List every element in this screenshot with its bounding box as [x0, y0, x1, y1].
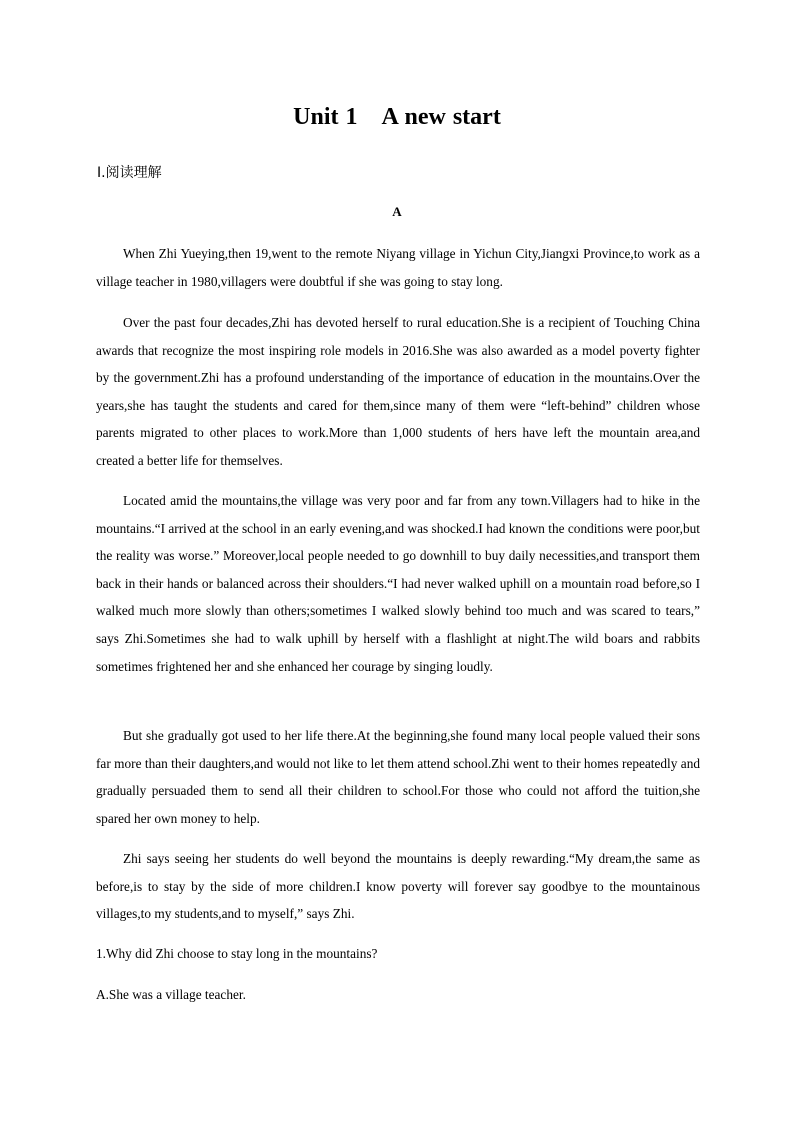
passage-paragraph-3: Located amid the mountains,the village was very poor and far from any town.Villagers had to hike in the mountains.“I arrived at the school in an early evening,and was shocked.I had known the conditions were poor,but the reality was worse.” Moreover,local people needed to go downhill to buy daily necessities,and transport them back in their hands or balanced across their shoulders.“I had never walked uphill on a mountain road before,so I walked much more slowly than others;sometimes I walked slowly behind too much and was scared to tears,” says Zhi.Sometimes she had to walk uphill by herself with a flashlight at night.The wild boars and rabbits sometimes frightened her and she enhanced her courage by singing loudly.: [96, 493, 700, 674]
unit-topic: A new start: [381, 104, 501, 130]
section-heading: Ⅰ.阅读理解: [97, 165, 162, 181]
passage-label: A: [392, 204, 402, 219]
passage-paragraph-2: Over the past four decades,Zhi has devoted herself to rural education.She is a recipient of Touching China awards that recognize the most inspiring role models in 2016.She was also awarded as a model poverty fighter by the government.Zhi has a profound understanding of the importance of education in the mountains.Over the years,she has taught the students and cared for them,since many of them were “left-behind” children whose parents migrated to other places to work.More than 1,000 students of hers have left the mountain area,and created a better life for themselves.: [96, 315, 700, 468]
passage-paragraph-4: But she gradually got used to her life there.At the beginning,she found many local people valued their sons far more than their daughters,and would not like to let them attend school.Zhi went to their homes repeatedly and gradually persuaded them to send all their children to school.For those who could not afford the tuition,she spared her own money to help.: [96, 728, 700, 826]
page-title: [0, 104, 794, 131]
question-text: Why did Zhi choose to stay long in the mountains?: [105, 946, 378, 961]
passage-paragraph-1: When Zhi Yueying,then 19,went to the remote Niyang village in Yichun City,Jiangxi Province,to work as a village teacher in 1980,villagers were doubtful if she was going to stay long.: [96, 246, 700, 289]
question-1: [96, 944, 377, 964]
answer-option-a: A.She was a village teacher.: [96, 987, 246, 1002]
passage-paragraph-5: Zhi says seeing her students do well beyond the mountains is deeply rewarding.“My dream,the same as before,is to stay by the side of more children.I know poverty will forever say goodbye to the mountainous villages,to my students,and to myself,” says Zhi.: [96, 851, 700, 922]
question-number: 1.: [96, 946, 106, 961]
unit-number: Unit 1: [293, 104, 358, 130]
